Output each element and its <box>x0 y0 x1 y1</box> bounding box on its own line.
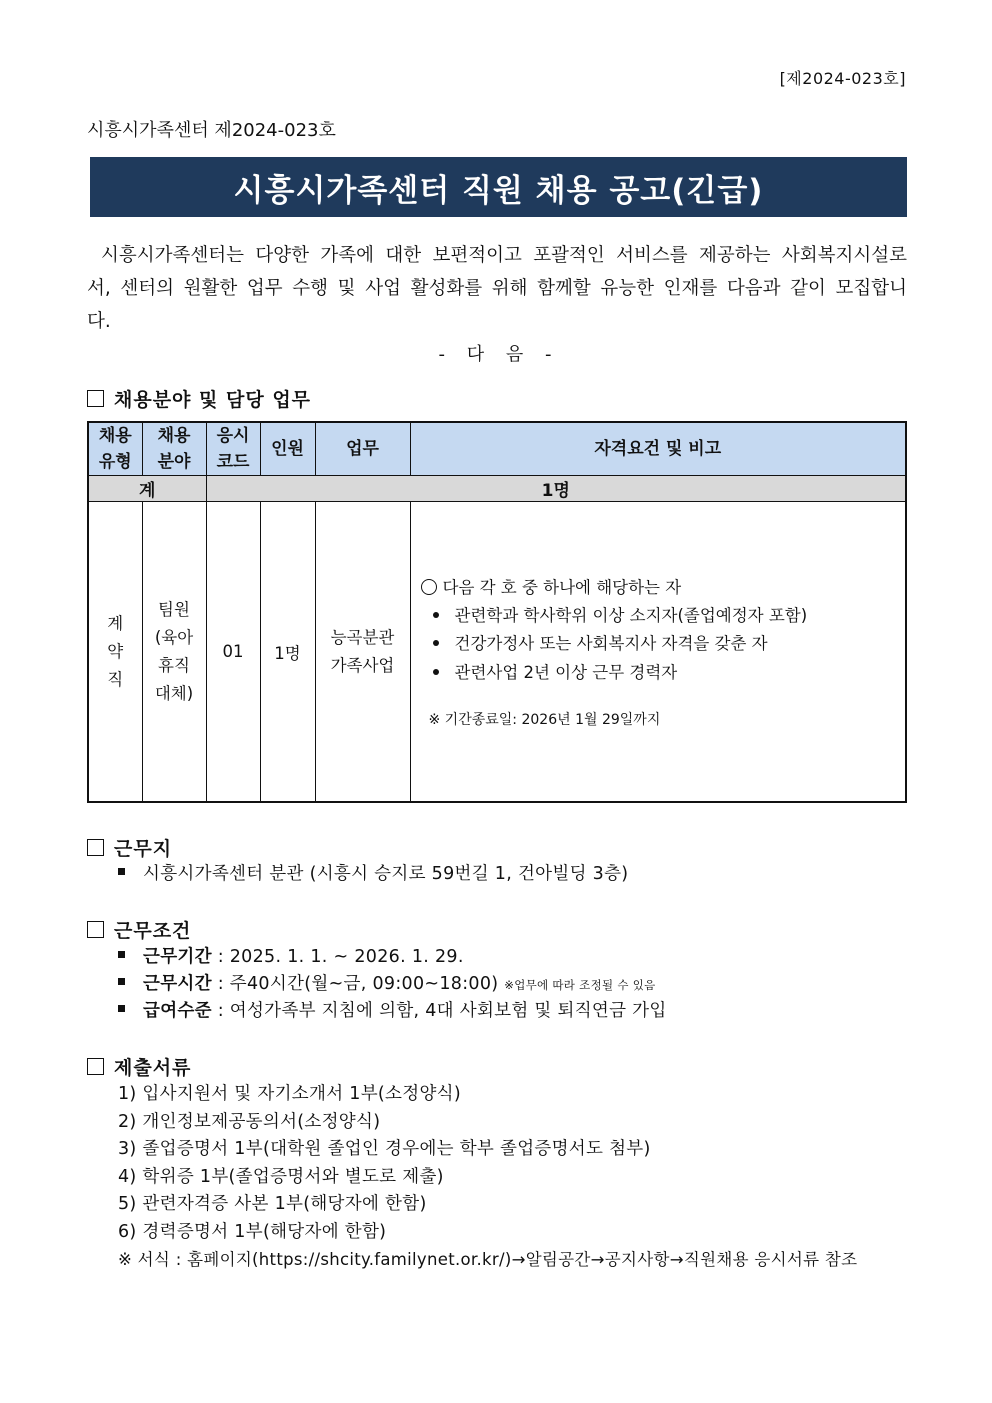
condition-period <box>118 944 464 971</box>
qual-item-text: 건강가정사 또는 사회복지사 자격을 갖춘 자 <box>454 634 768 654</box>
square-bullet-icon <box>118 951 125 958</box>
section-heading-location <box>87 834 172 861</box>
header-duty: 업무 <box>315 422 410 476</box>
cell-type <box>88 502 142 803</box>
header-code-label: 응시 코드 <box>216 426 250 472</box>
section-heading-docs-label: 제출서류 <box>114 1057 192 1079</box>
checkbox-square-icon <box>87 921 104 938</box>
list-item: 4) 학위증 1부(졸업증명서와 별도로 제출) <box>118 1166 444 1187</box>
cell-count: 1명 <box>260 502 315 803</box>
condition-label: 근무기간 <box>143 947 212 967</box>
qual-lead-text: 다음 각 호 중 하나에 해당하는 자 <box>442 577 682 597</box>
list-item <box>421 630 906 659</box>
section-heading-job <box>87 385 311 412</box>
qual-item-text: 관련사업 2년 이상 근무 경력자 <box>454 662 678 682</box>
square-bullet-icon <box>118 978 125 985</box>
square-bullet-icon <box>118 868 125 875</box>
header-type-label: 채용 유형 <box>98 426 132 472</box>
qual-list <box>421 602 906 688</box>
cell-qualifications <box>410 502 906 803</box>
cell-code: 01 <box>206 502 260 803</box>
location-text: 시흥시가족센터 분관 (시흥시 승지로 59번길 1, 건아빌딩 3층) <box>143 864 629 884</box>
list-item <box>421 659 906 688</box>
docs-form-note: ※ 서식 : 홈페이지(https://shcity.familynet.or.kr/)→알림공간→공지사항→직원채용 응시서류 참조 <box>118 1250 858 1269</box>
bullet-icon <box>433 669 439 675</box>
qual-note: ※ 기간종료일: 2026년 1월 29일까지 <box>428 712 661 729</box>
checkbox-square-icon <box>87 390 104 407</box>
condition-value: : 여성가족부 지침에 의함, 4대 사회보험 및 퇴직연금 가입 <box>211 1001 667 1021</box>
section-heading-conditions-label: 근무조건 <box>114 920 192 942</box>
checkbox-square-icon <box>87 1058 104 1075</box>
condition-label: 근무시간 <box>143 974 212 994</box>
location-item <box>118 861 628 888</box>
condition-value: : 2025. 1. 1. ~ 2026. 1. 29. <box>211 947 464 967</box>
section-heading-location-label: 근무지 <box>114 838 173 860</box>
dawum-label: - 다 음 - <box>438 344 554 365</box>
table-row <box>88 502 906 803</box>
qual-item-text: 관련학과 학사학위 이상 소지자(졸업예정자 포함) <box>454 605 808 625</box>
list-item: 1) 입사지원서 및 자기소개서 1부(소정양식) <box>118 1084 461 1104</box>
qual-lead <box>421 574 906 602</box>
cell-field-text: 팀원 (육아 휴직 대체) <box>154 599 194 703</box>
condition-label: 급여수준 <box>143 1001 212 1021</box>
section-heading-docs <box>87 1053 191 1080</box>
cell-field <box>142 502 206 803</box>
header-field <box>142 422 206 476</box>
bullet-icon <box>433 640 439 646</box>
intro-paragraph: 시흥시가족센터는 다양한 가족에 대한 보편적이고 포괄적인 서비스를 제공하는 사회복지시설로서, 센터의 원활한 업무 수행 및 사업 활성화를 위해 함께할 유능한 인재를 다음과 같이 모집합니다. <box>87 245 907 332</box>
square-bullet-icon <box>118 1005 125 1012</box>
cell-duty-text: 능곡분관 가족사업 <box>330 627 395 675</box>
cell-type-text: 계 약 직 <box>107 613 124 689</box>
circle-icon <box>421 579 437 595</box>
section-heading-conditions <box>87 916 191 943</box>
header-count: 인원 <box>260 422 315 476</box>
list-item: 5) 관련자격증 사본 1부(해당자에 한함) <box>118 1194 427 1214</box>
header-code <box>206 422 260 476</box>
condition-value: : 주40시간(월~금, 09:00~18:00) <box>211 974 505 994</box>
table-total-row <box>88 476 906 502</box>
list-item: 2) 개인정보제공동의서(소정양식) <box>118 1111 381 1132</box>
total-value: 1명 <box>206 476 906 502</box>
header-qual: 자격요건 및 비고 <box>410 422 906 476</box>
condition-hours <box>118 971 656 999</box>
job-table <box>87 421 907 803</box>
cell-duty <box>315 502 410 803</box>
bullet-icon <box>433 612 439 618</box>
list-item: 6) 경력증명서 1부(해당자에 한함) <box>118 1221 387 1242</box>
condition-note: ※업무에 따라 조정될 수 있음 <box>504 978 656 992</box>
checkbox-square-icon <box>87 839 104 856</box>
header-type <box>88 422 142 476</box>
section-heading-job-label: 채용분야 및 담당 업무 <box>114 389 312 411</box>
document-number: [제2024-023호] <box>779 69 906 88</box>
table-header-row <box>88 422 906 476</box>
total-label: 계 <box>88 476 206 502</box>
organization-number: 시흥시가족센터 제2024-023호 <box>87 120 336 141</box>
docs-list <box>118 1081 857 1274</box>
condition-salary <box>118 998 667 1025</box>
list-item: 3) 졸업증명서 1부(대학원 졸업인 경우에는 학부 졸업증명서도 첨부) <box>118 1139 651 1159</box>
page-title: 시흥시가족센터 직원 채용 공고(긴급) <box>90 157 907 217</box>
header-field-label: 채용 분야 <box>157 426 191 472</box>
list-item <box>421 602 906 631</box>
